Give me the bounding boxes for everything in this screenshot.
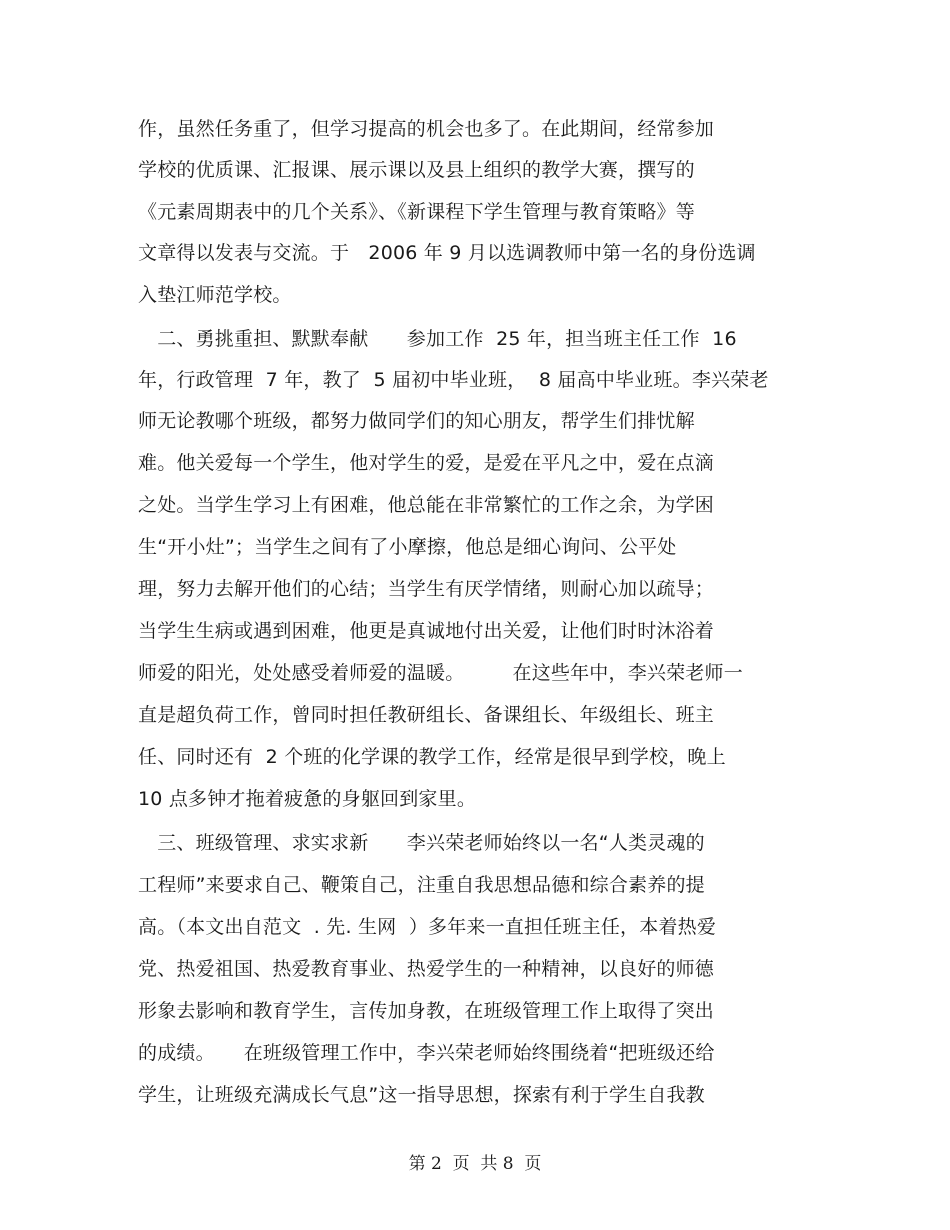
text-line: 年，行政管理 7 年，教了 5 届初中毕业班， 8 届高中毕业班。李兴荣老 [138, 369, 769, 391]
text-line: 《元素周期表中的几个关系》、《新课程下学生管理与教育策略》等 [138, 201, 696, 223]
text-line: 工程师”来要求自己、鞭策自己，注重自我思想品德和综合素养的提 [138, 874, 705, 896]
text-line: 二、勇挑重担、默默奉献 参加工作 25 年，担当班主任工作 16 [138, 328, 737, 350]
text-line: 高。（本文出自范文 . 先. 生网 ）多年来一直担任班主任，本着热爱 [138, 916, 717, 938]
text-line: 难。他关爱每一个学生，他对学生的爱，是爱在平凡之中，爱在点滴 [138, 452, 715, 474]
text-line: 作，虽然任务重了，但学习提高的机会也多了。在此期间，经常参加 [138, 118, 715, 140]
text-line: 理，努力去解开他们的心结；当学生有厌学情绪，则耐心加以疏导； [138, 578, 715, 600]
text-line: 师爱的阳光，处处感受着师爱的温暖。 在这些年中，李兴荣老师一 [138, 662, 743, 684]
text-line: 当学生生病或遇到困难，他更是真诚地付出关爱，让他们时时沐浴着 [138, 620, 715, 642]
text-line: 党、热爱祖国、热爱教育事业、热爱学生的一种精神，以良好的师德 [138, 958, 715, 980]
text-line: 文章得以发表与交流。于 2006 年 9 月以选调教师中第一名的身份选调 [138, 242, 756, 264]
text-line: 三、班级管理、求实求新 李兴荣老师始终以一名“人类灵魂的 [138, 832, 705, 854]
text-line: 入垫江师范学校。 [138, 284, 292, 306]
text-line: 生“开小灶”；当学生之间有了小摩擦，他总是细心询问、公平处 [138, 536, 677, 558]
page-footer: 第 2 页 共 8 页 [408, 1154, 542, 1174]
text-line: 之处。当学生学习上有困难，他总能在非常繁忙的工作之余，为学困 [138, 494, 715, 516]
text-line: 任、同时还有 2 个班的化学课的教学工作，经常是很早到学校，晚上 [138, 746, 726, 768]
text-line: 形象去影响和教育学生，言传加身教，在班级管理工作上取得了突出 [138, 1000, 715, 1022]
text-line: 的成绩。 在班级管理工作中，李兴荣老师始终围绕着“把班级还给 [138, 1042, 715, 1064]
text-line: 师无论教哪个班级，都努力做同学们的知心朋友，帮学生们排忧解 [138, 410, 695, 432]
text-line: 学生，让班级充满成长气息”这一指导思想，探索有利于学生自我教 [138, 1084, 705, 1106]
text-line: 学校的优质课、汇报课、展示课以及县上组织的教学大赛，撰写的 [138, 159, 695, 181]
text-line: 直是超负荷工作，曾同时担任教研组长、备课组长、年级组长、班主 [138, 704, 715, 726]
text-line: 10 点多钟才拖着疲惫的身躯回到家里。 [138, 788, 477, 810]
